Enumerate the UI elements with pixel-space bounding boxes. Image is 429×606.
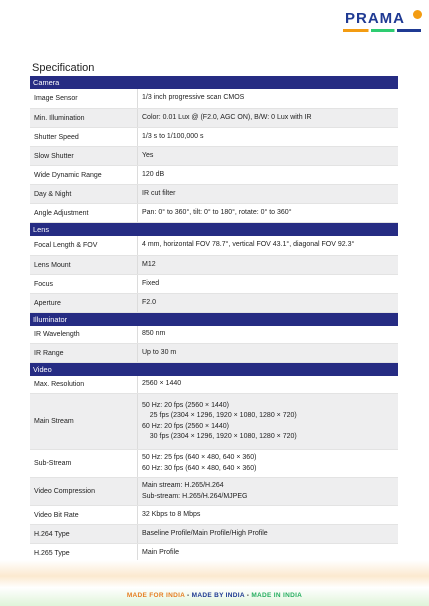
spec-label: Lens Mount — [30, 256, 138, 274]
spec-value: IR cut filter — [142, 189, 176, 197]
spec-label: Day & Night — [30, 185, 138, 203]
spec-row — [30, 394, 398, 450]
spec-value: Main stream: H.265/H.264 Sub-stream: H.265/H.264/MJPEG — [142, 482, 248, 500]
spec-row — [30, 109, 398, 128]
spec-row — [30, 294, 398, 313]
spec-label: Image Sensor — [30, 89, 138, 108]
spec-row — [30, 450, 398, 478]
spec-row — [30, 326, 398, 344]
brand-logo — [343, 10, 423, 40]
spec-value: Baseline Profile/Main Profile/High Profile — [142, 529, 268, 537]
spec-row — [30, 236, 398, 256]
page-title: Specification — [32, 62, 95, 74]
spec-label: IR Wavelength — [30, 326, 138, 343]
spec-label: Max. Resolution — [30, 376, 138, 393]
spec-value: M12 — [142, 260, 156, 268]
spec-row — [30, 506, 398, 525]
spec-label: Min. Illumination — [30, 109, 138, 127]
spec-row — [30, 478, 398, 506]
spec-label: IR Range — [30, 344, 138, 362]
spec-value: F2.0 — [142, 298, 157, 306]
footer-tagline — [0, 592, 429, 599]
footer-made-in: MADE IN INDIA — [251, 592, 303, 599]
spec-value: 50 Hz: 20 fps (2560 × 1440) 25 fps (2304 × 1296, 1920 × 1080, 1280 × 720) 60 Hz: 20 fps (2560 × 1440) 30 fps (2304 × 1296, 1920 × 1080, 1280 × 720) — [142, 401, 297, 440]
spec-label: Wide Dynamic Range — [30, 166, 138, 184]
spec-value: 32 Kbps to 8 Mbps — [142, 510, 201, 518]
footer-made-by: MADE BY INDIA — [191, 592, 245, 599]
spec-row — [30, 128, 398, 147]
spec-label: Focus — [30, 275, 138, 293]
spec-row — [30, 344, 398, 363]
section-header: Camera — [30, 76, 398, 89]
spec-value: 850 nm — [142, 330, 166, 338]
spec-value: Up to 30 m — [142, 348, 177, 356]
footer-sep: - — [244, 592, 252, 599]
footer-made-for: MADE FOR INDIA — [126, 592, 185, 599]
spec-value: 2560 × 1440 — [142, 380, 182, 388]
spec-value: Pan: 0° to 360°, tilt: 0° to 180°, rotate: 0° to 360° — [142, 208, 292, 216]
spec-row — [30, 525, 398, 544]
spec-value: Main Profile — [142, 548, 179, 556]
spec-table — [30, 76, 398, 563]
spec-value: Color: 0.01 Lux @ (F2.0, AGC ON), B/W: 0 Lux with IR — [142, 113, 312, 121]
spec-value: 120 dB — [142, 170, 165, 178]
spec-label: H.265 Type — [30, 544, 138, 562]
section-header: Lens — [30, 223, 398, 236]
spec-label: H.264 Type — [30, 525, 138, 543]
spec-row — [30, 204, 398, 223]
brand-name: PRAMA — [345, 10, 405, 27]
spec-value: 1/3 inch progressive scan CMOS — [142, 94, 245, 102]
spec-label: Shutter Speed — [30, 128, 138, 146]
spec-label: Main Stream — [30, 394, 138, 449]
spec-value: 1/3 s to 1/100,000 s — [142, 132, 204, 140]
section-header: Illuminator — [30, 313, 398, 326]
spec-row — [30, 147, 398, 166]
spec-label: Aperture — [30, 294, 138, 312]
logo-tagline-strip — [343, 29, 421, 32]
spec-value: Fixed — [142, 279, 160, 287]
spec-value: 50 Hz: 25 fps (640 × 480, 640 × 360) 60 Hz: 30 fps (640 × 480, 640 × 360) — [142, 454, 257, 472]
logo-camera-icon — [413, 10, 422, 19]
spec-label: Video Bit Rate — [30, 506, 138, 524]
spec-label: Focal Length & FOV — [30, 236, 138, 255]
spec-label: Sub-Stream — [30, 450, 138, 477]
spec-value: 4 mm, horizontal FOV 78.7°, vertical FOV 43.1°, diagonal FOV 92.3° — [142, 241, 355, 249]
spec-label: Slow Shutter — [30, 147, 138, 165]
section-header: Video — [30, 363, 398, 376]
spec-row — [30, 256, 398, 275]
spec-row — [30, 185, 398, 204]
spec-label: Video Compression — [30, 478, 138, 505]
tricolor-band — [0, 560, 429, 606]
spec-row — [30, 376, 398, 394]
spec-label: Angle Adjustment — [30, 204, 138, 222]
spec-row — [30, 275, 398, 294]
spec-row — [30, 89, 398, 109]
spec-value: Yes — [142, 151, 154, 159]
spec-row — [30, 166, 398, 185]
footer-sep: - — [184, 592, 192, 599]
